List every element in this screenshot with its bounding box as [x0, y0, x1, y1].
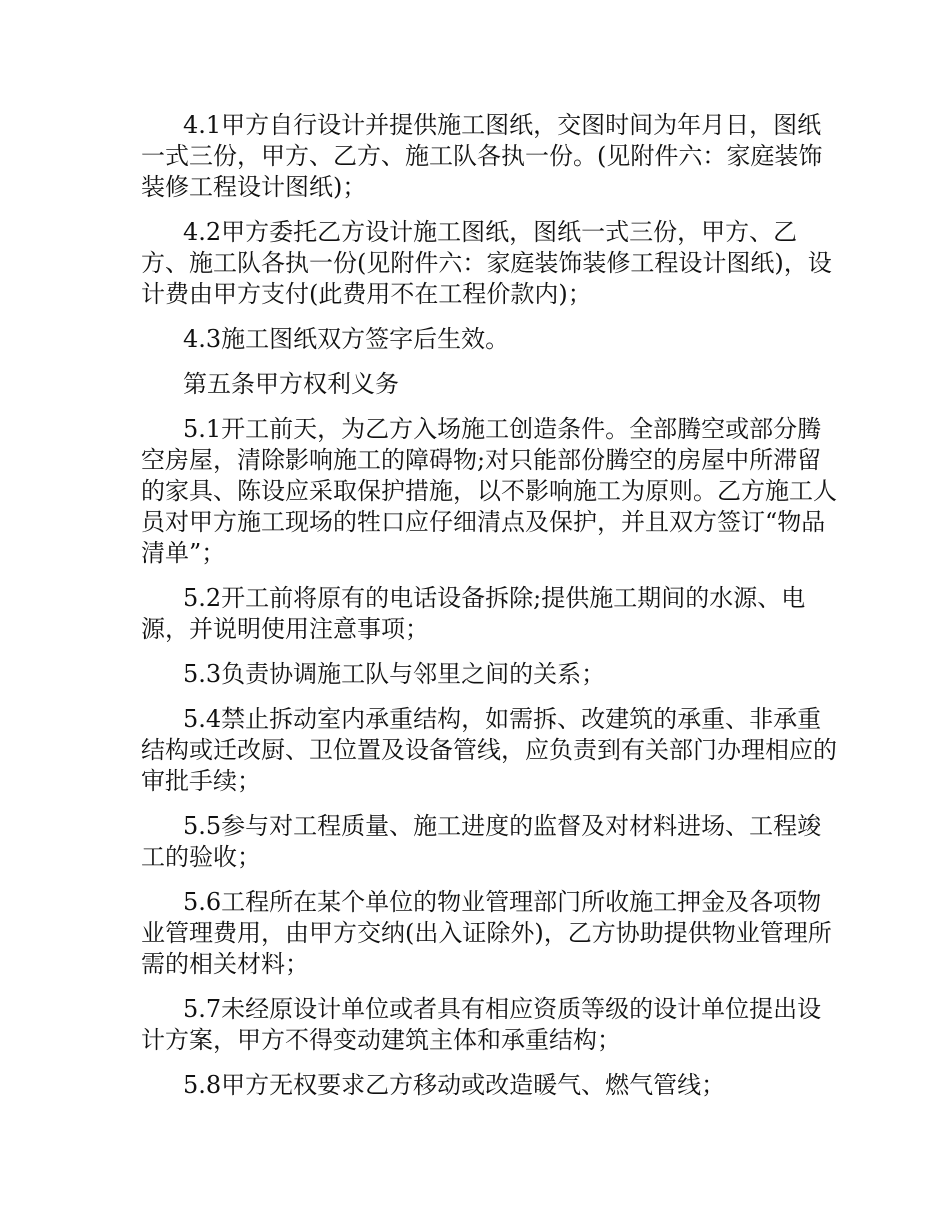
clause-4-2: 4.2甲方委托乙方设计施工图纸，图纸一式三份，甲方、乙方、施工队各执一份(见附件六：家庭装饰装修工程设计图纸)，设计费由甲方支付(此费用不在工程价款内)； [141, 218, 832, 308]
clause-5-6: 5.6工程所在某个单位的物业管理部门所收施工押金及各项物业管理费用，由甲方交纳(出入证除外)，乙方协助提供物业管理所需的相关材料； [141, 888, 832, 978]
clause-5-5: 5.5参与对工程质量、施工进度的监督及对材料进场、工程竣工的验收； [141, 812, 822, 871]
article-5-heading: 第五条甲方权利义务 [183, 370, 399, 398]
clause-5-8: 5.8甲方无权要求乙方移动或改造暖气、燃气管线； [183, 1071, 726, 1099]
clause-4-3: 4.3施工图纸双方签字后生效。 [183, 325, 510, 353]
clause-5-3: 5.3负责协调施工队与邻里之间的关系； [183, 660, 606, 688]
document-body [141, 110, 841, 1115]
clause-5-7: 5.7未经原设计单位或者具有相应资质等级的设计单位提出设计方案，甲方不得变动建筑主体和承重结构； [141, 995, 822, 1054]
clause-5-2: 5.2开工前将原有的电话设备拆除;提供施工期间的水源、电源，并说明使用注意事项； [141, 584, 806, 643]
clause-5-4: 5.4禁止拆动室内承重结构，如需拆、改建筑的承重、非承重结构或迁改厨、卫位置及设备管线，应负责到有关部门办理相应的审批手续； [141, 705, 837, 795]
clause-5-1: 5.1开工前天，为乙方入场施工创造条件。全部腾空或部分腾空房屋，清除影响施工的障碍物;对只能部份腾空的房屋中所滞留的家具、陈设应采取保护措施，以不影响施工为原则。乙方施工人员对甲方施工现场的牲口应仔细清点及保护，并且双方签订“物品清单”； [141, 415, 837, 567]
clause-4-1: 4.1甲方自行设计并提供施工图纸，交图时间为年月日，图纸一式三份，甲方、乙方、施工队各执一份。(见附件六：家庭装饰装修工程设计图纸)； [141, 111, 823, 201]
